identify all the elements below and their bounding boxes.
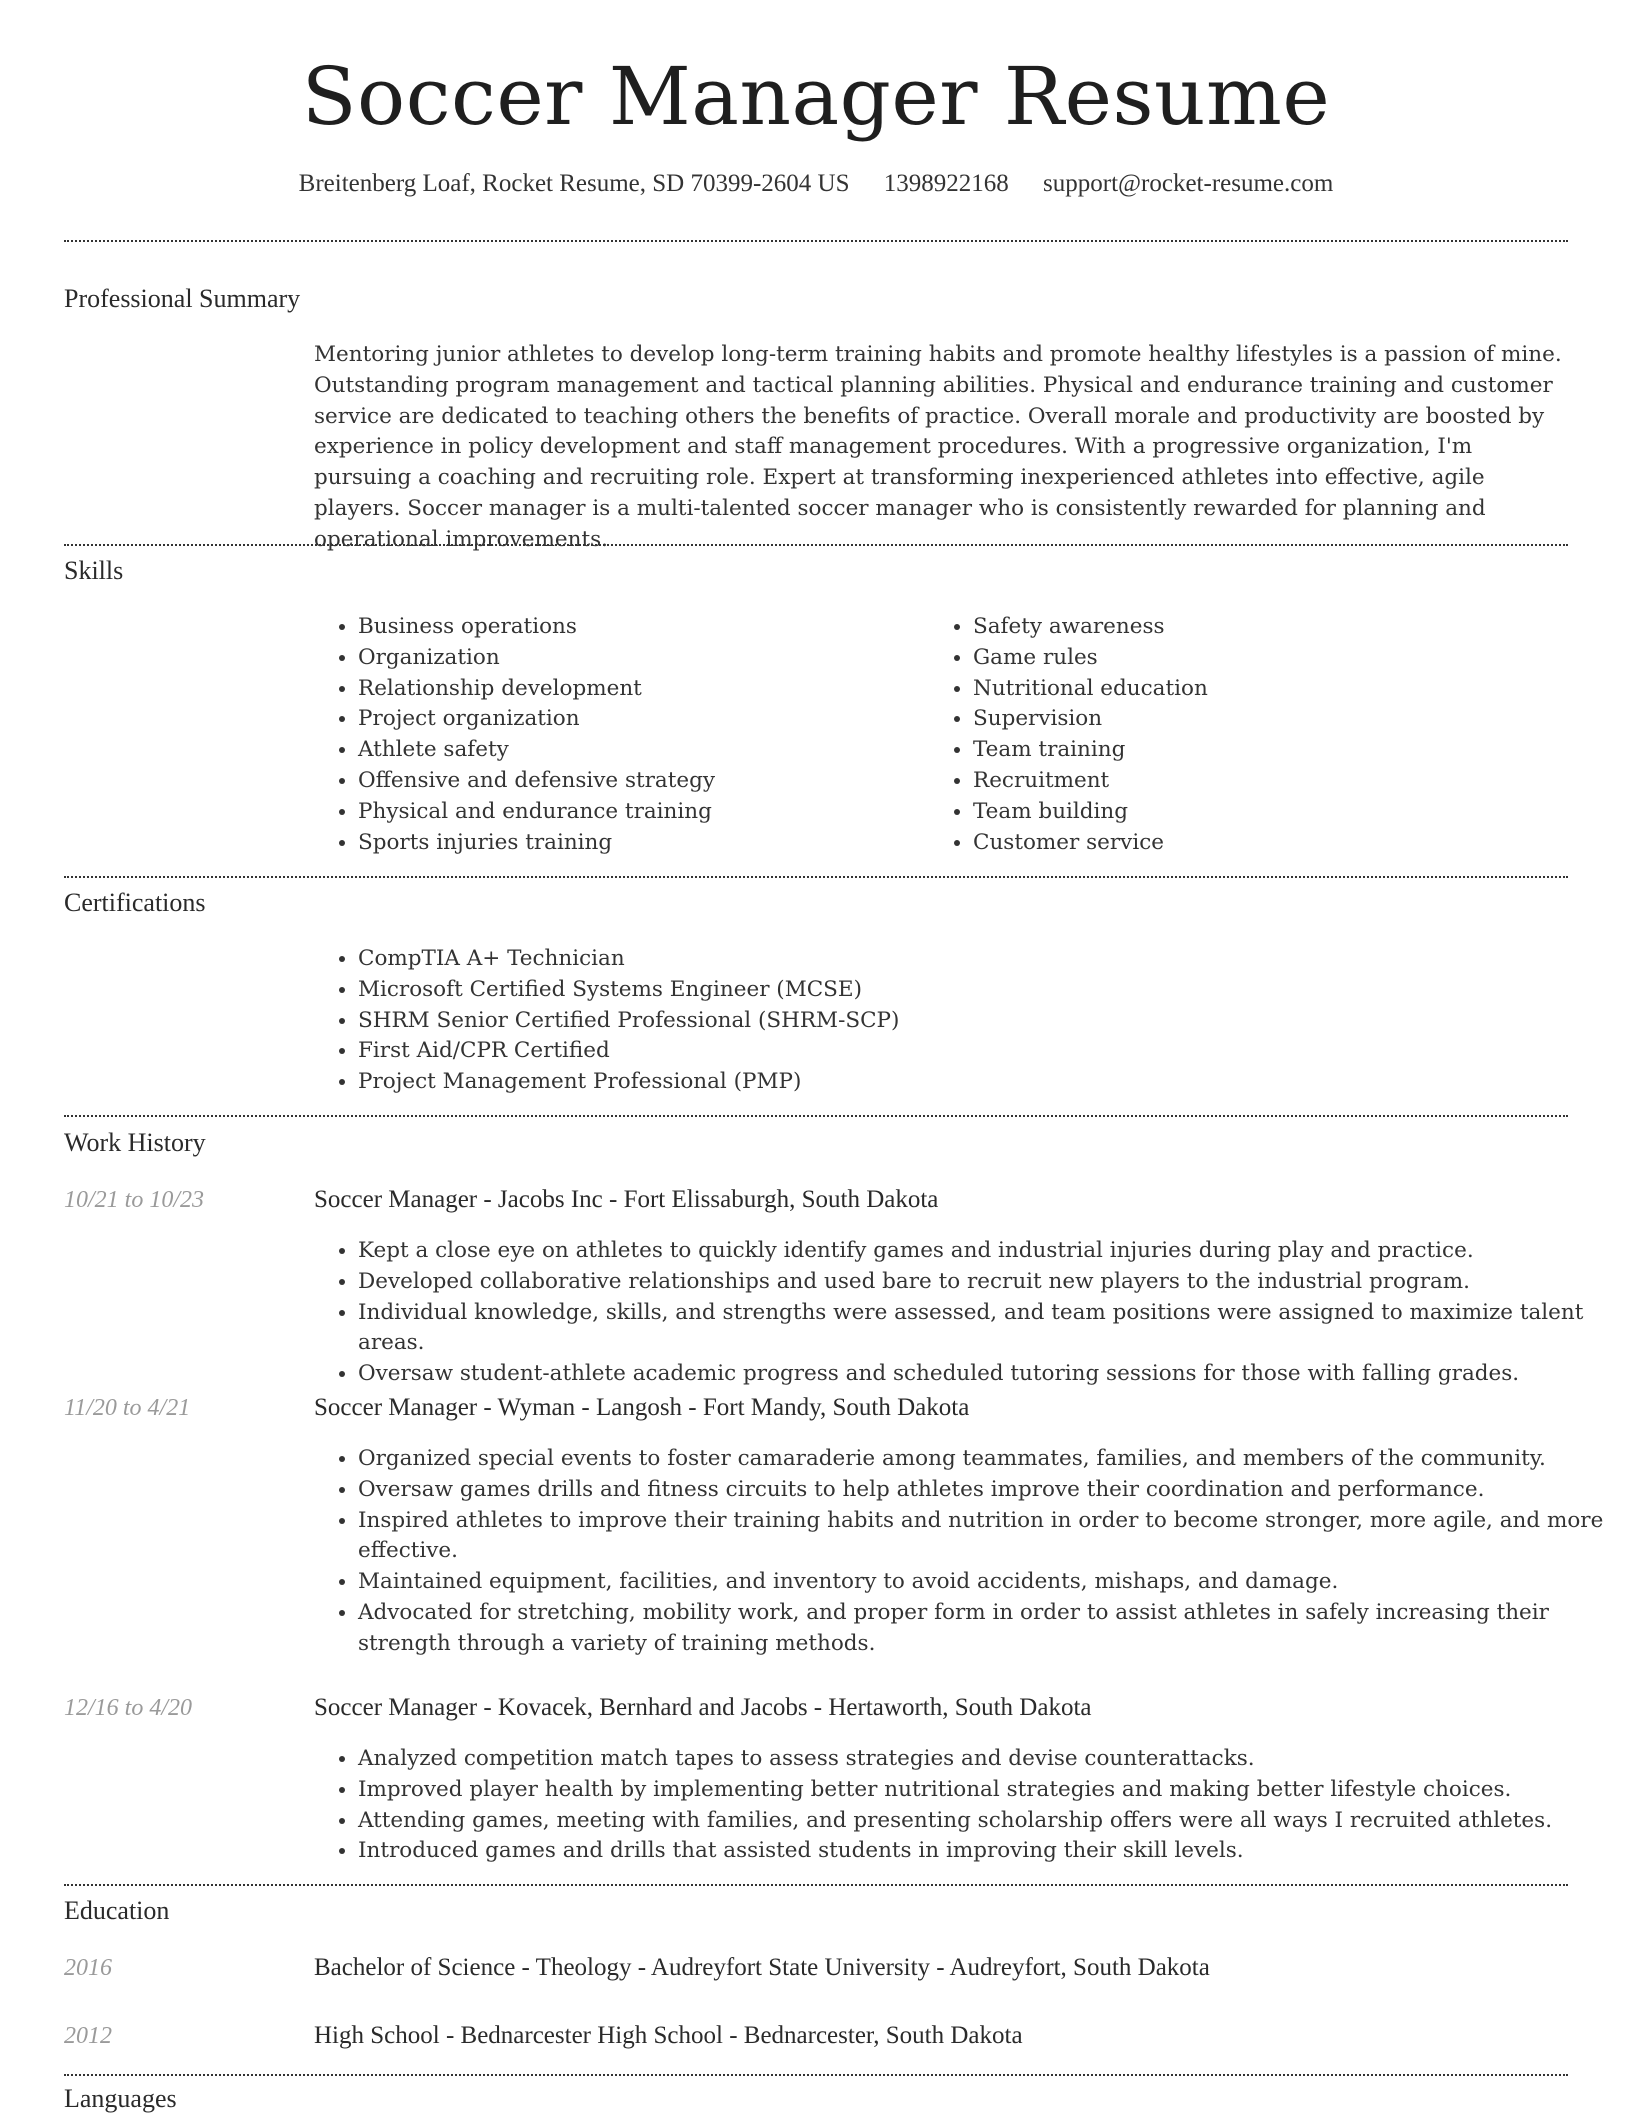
skill-item: • Team building (973, 797, 1573, 828)
job-bullet: • Organized special events to foster camaraderie among teammates, families, and members of the community. (358, 1444, 1608, 1475)
certification-item: • Project Management Professional (PMP) (358, 1067, 1608, 1098)
divider (64, 2074, 1568, 2076)
skill-item: • Game rules (973, 643, 1573, 674)
divider (64, 240, 1568, 242)
skills-list-left (314, 612, 918, 858)
job-bullet: • Introduced games and drills that assisted students in improving their skill levels. (358, 1836, 1608, 1867)
section-heading-certifications: Certifications (64, 888, 206, 917)
job-bullet: • Kept a close eye on athletes to quickly identify games and industrial injuries during play and practice. (358, 1236, 1608, 1267)
skill-item: • Safety awareness (973, 612, 1573, 643)
job-bullet: • Attending games, meeting with families, and presenting scholarship offers were all ways I recruited athletes. (358, 1806, 1608, 1837)
contact-phone: 1398922168 (883, 170, 1009, 197)
section-heading-summary: Professional Summary (64, 284, 301, 313)
certification-item: • First Aid/CPR Certified (358, 1036, 1608, 1067)
contact-email: support@rocket-resume.com (1043, 170, 1334, 197)
divider (64, 876, 1568, 878)
job-bullet: • Oversaw games drills and fitness circuits to help athletes improve their coordination and performance. (358, 1475, 1608, 1506)
job-bullet: • Improved player health by implementing better nutritional strategies and making better lifestyle choices. (358, 1775, 1608, 1806)
job-title: Soccer Manager - Jacobs Inc - Fort Elissaburgh, South Dakota (314, 1186, 939, 1213)
skill-item: • Athlete safety (358, 735, 918, 766)
section-heading-skills: Skills (64, 556, 124, 585)
divider (64, 1115, 1568, 1117)
job-bullet: • Maintained equipment, facilities, and inventory to avoid accidents, mishaps, and damage. (358, 1567, 1608, 1598)
skill-item: • Sports injuries training (358, 828, 918, 859)
education-entry: High School - Bednarcester High School - Bednarcester, South Dakota (314, 2022, 1023, 2049)
section-heading-work-history: Work History (64, 1128, 206, 1157)
education-entry: Bachelor of Science - Theology - Audreyfort State University - Audreyfort, South Dakota (314, 1954, 1210, 1981)
certification-item: • SHRM Senior Certified Professional (SHRM-SCP) (358, 1006, 1608, 1037)
education-year: 2012 (64, 2023, 112, 2049)
skill-item: • Project organization (358, 704, 918, 735)
divider (64, 544, 1568, 546)
job-title: Soccer Manager - Wyman - Langosh - Fort Mandy, South Dakota (314, 1394, 970, 1421)
job-bullet: • Oversaw student-athlete academic progress and scheduled tutoring sessions for those with falling grades. (358, 1359, 1608, 1390)
section-heading-education: Education (64, 1896, 170, 1925)
certification-item: • Microsoft Certified Systems Engineer (MCSE) (358, 975, 1608, 1006)
education-year: 2016 (64, 1955, 112, 1981)
summary-text: Mentoring junior athletes to develop long-term training habits and promote healthy lifestyles is a passion of mine. Outstanding program management and tactical planning abilities. Physical and endurance training and customer service are dedicated to teaching others the benefits of practice. Overall morale and productivity are boosted by experience in policy development and staff management procedures. With a progressive organization, I'm pursuing a coaching and recruiting role. Expert at transforming inexperienced athletes into effective, agile players. Soccer manager is a multi-talented soccer manager who is consistently rewarded for planning and operational improvements. (314, 342, 1562, 552)
divider (64, 1884, 1568, 1886)
skill-item: • Physical and endurance training (358, 797, 918, 828)
job-bullets (314, 1444, 1608, 1660)
job-bullet: • Developed collaborative relationships and used bare to recruit new players to the industrial program. (358, 1267, 1608, 1298)
job-bullet: • Individual knowledge, skills, and strengths were assessed, and team positions were assigned to maximize talent areas. (358, 1298, 1608, 1360)
skill-item: • Recruitment (973, 766, 1573, 797)
skill-item: • Organization (358, 643, 918, 674)
skill-item: • Team training (973, 735, 1573, 766)
job-bullet: • Inspired athletes to improve their training habits and nutrition in order to become stronger, more agile, and more effective. (358, 1506, 1608, 1568)
job-dates: 11/20 to 4/21 (64, 1395, 191, 1421)
skill-item: • Nutritional education (973, 674, 1573, 705)
contact-line (0, 170, 1632, 198)
job-bullet: • Analyzed competition match tapes to assess strategies and devise counterattacks. (358, 1744, 1608, 1775)
job-bullets (314, 1744, 1608, 1867)
skill-item: • Supervision (973, 704, 1573, 735)
skill-item: • Relationship development (358, 674, 918, 705)
job-bullet: • Advocated for stretching, mobility work, and proper form in order to assist athletes in safely increasing their strength through a variety of training methods. (358, 1598, 1608, 1660)
skill-item: • Customer service (973, 828, 1573, 859)
skill-item: • Offensive and defensive strategy (358, 766, 918, 797)
contact-address: Breitenberg Loaf, Rocket Resume, SD 70399-2604 US (298, 170, 850, 197)
section-heading-languages: Languages (64, 2084, 177, 2113)
resume-title: Soccer Manager Resume (301, 50, 1331, 143)
job-title: Soccer Manager - Kovacek, Bernhard and Jacobs - Hertaworth, South Dakota (314, 1694, 1092, 1721)
skills-list-right (929, 612, 1573, 858)
job-dates: 12/16 to 4/20 (64, 1695, 193, 1721)
skill-item: • Business operations (358, 612, 918, 643)
certification-item: • CompTIA A+ Technician (358, 944, 1608, 975)
certifications-list (314, 944, 1608, 1098)
job-dates: 10/21 to 10/23 (64, 1187, 205, 1213)
job-bullets (314, 1236, 1608, 1390)
